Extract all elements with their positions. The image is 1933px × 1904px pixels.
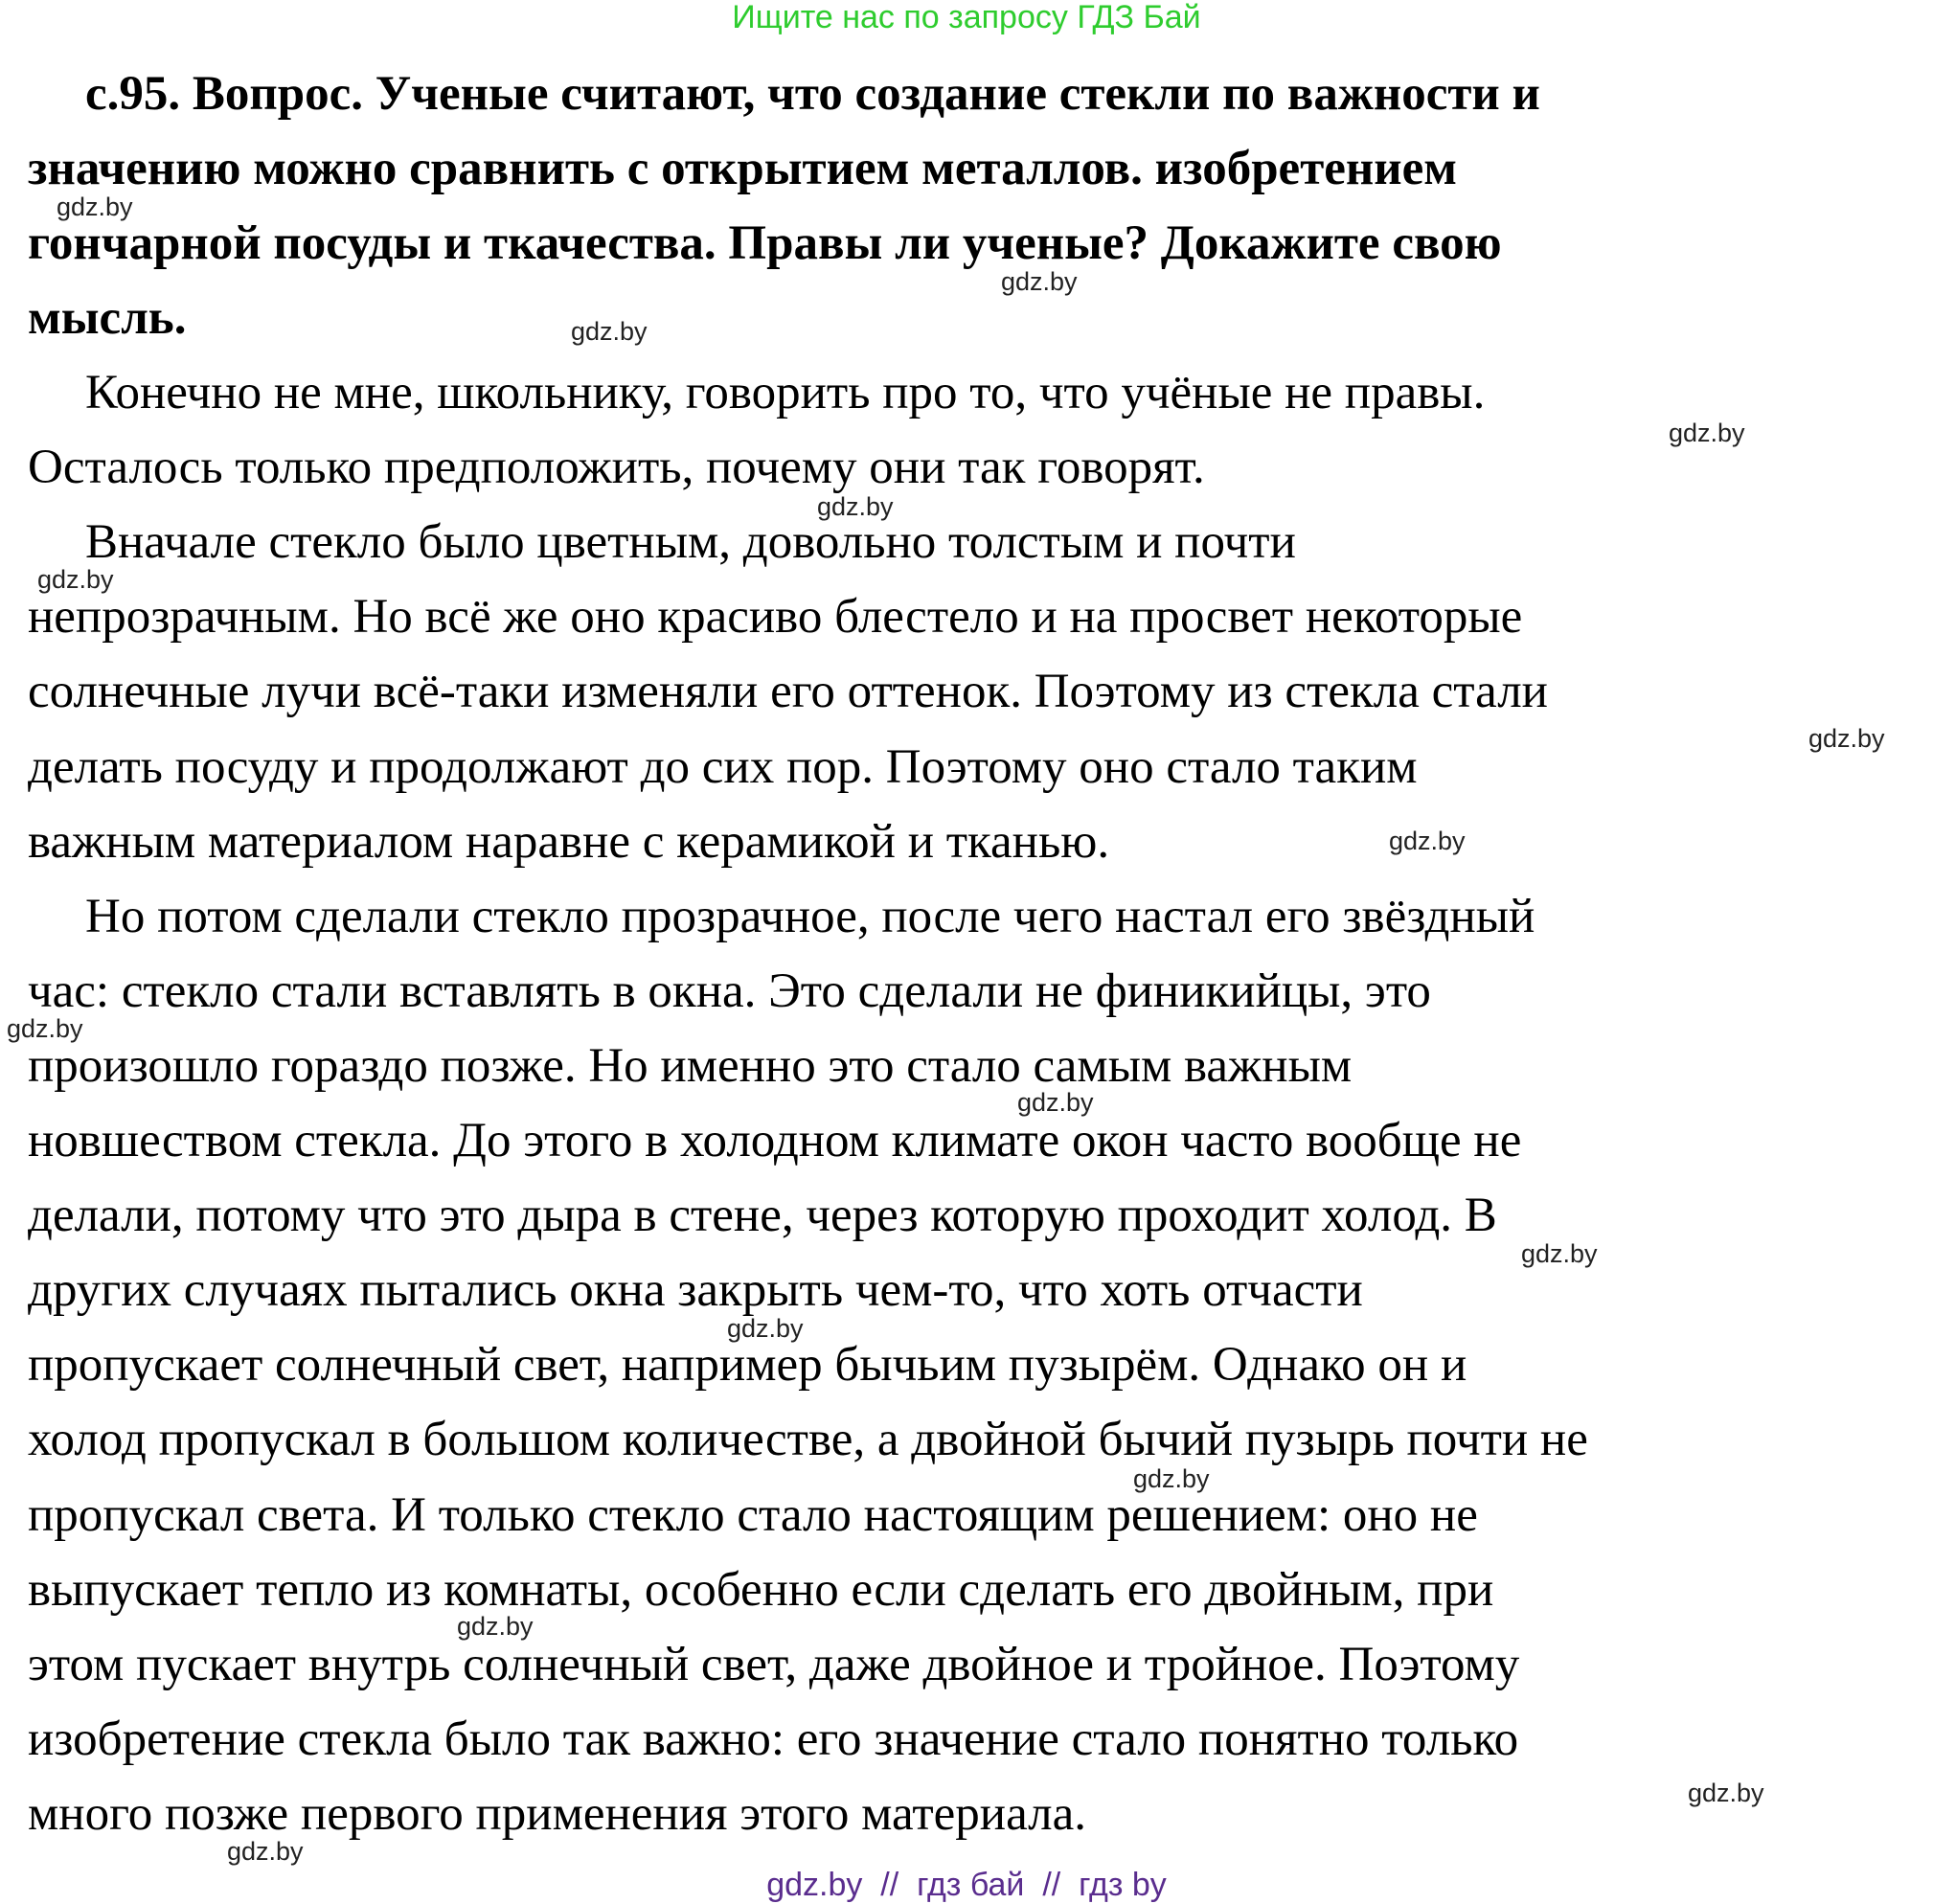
answer-line: непрозрачным. Но всё же оно красиво блестело и на просвет некоторые [28,590,1523,645]
watermark: gdz.by [1669,419,1745,447]
watermark: gdz.by [1808,724,1885,753]
question-line: значению можно сравнить с открытием металлов. изобретением [28,142,1458,195]
question-line: гончарной посуды и ткачества. Правы ли ученые? Докажите свою [28,216,1502,270]
answer-line: Но потом сделали стекло прозрачное, после чего настал его звёздный [85,889,1535,943]
question-line: с.95. Вопрос. Ученые считают, что создание стекли по важности и [85,67,1540,121]
watermark: gdz.by [571,317,648,346]
answer-line: Конечно не мне, школьнику, говорить про то, что учёные не правы. [85,366,1486,419]
answer-line: много позже первого применения этого материала. [28,1786,1086,1841]
watermark: gdz.by [57,193,133,221]
answer-line: Осталось только предположить, почему они так говорят. [28,441,1205,495]
answer-line: произошло гораздо позже. Но именно это стало самым важным [28,1038,1353,1093]
footer-watermark: gdz.by // гдз бай // гдз by [766,1867,1167,1903]
watermark: gdz.by [727,1314,804,1343]
answer-line: час: стекло стали вставлять в окна. Это сделали не финикийцы, это [28,963,1431,1018]
answer-line: новшеством стекла. До этого в холодном климате окон часто вообще не [28,1114,1522,1167]
answer-line: Вначале стекло было цветным, довольно толстым и почти [85,515,1296,570]
watermark: gdz.by [1001,267,1078,296]
question-line: мысль. [28,291,187,345]
answer-line: других случаях пытались окна закрыть чем-то, что хоть отчасти [28,1263,1363,1318]
answer-line: делать посуду и продолжают до сих пор. Поэтому оно стало таким [28,739,1418,794]
answer-line: этом пускает внутрь солнечный свет, даже двойное и тройное. Поэтому [28,1637,1520,1691]
watermark: gdz.by [1688,1779,1764,1807]
answer-line: важным материалом наравне с керамикой и тканью. [28,814,1110,869]
search-banner: Ищите нас по запросу ГДЗ Бай [732,0,1201,35]
watermark: gdz.by [1521,1239,1598,1268]
watermark: gdz.by [817,492,894,521]
watermark: gdz.by [457,1612,534,1641]
answer-line: холод пропускал в большом количестве, а двойной бычий пузырь почти не [28,1413,1588,1467]
answer-line: выпускает тепло из комнаты, особенно если сделать его двойным, при [28,1562,1494,1617]
answer-line: пропускал света. И только стекло стало настоящим решением: оно не [28,1487,1478,1542]
watermark: gdz.by [1133,1464,1210,1493]
watermark: gdz.by [1389,827,1466,855]
answer-line: солнечные лучи всё-таки изменяли его оттенок. Поэтому из стекла стали [28,665,1548,719]
watermark: gdz.by [7,1014,83,1043]
watermark: gdz.by [37,565,114,594]
answer-line: делали, потому что это дыра в стене, через которую проходит холод. В [28,1189,1497,1243]
watermark: gdz.by [1017,1088,1094,1117]
answer-line: пропускает солнечный свет, например бычьим пузырём. Однако он и [28,1338,1467,1393]
watermark: gdz.by [227,1837,304,1866]
answer-line: изобретение стекла было так важно: его значение стало понятно только [28,1711,1519,1766]
